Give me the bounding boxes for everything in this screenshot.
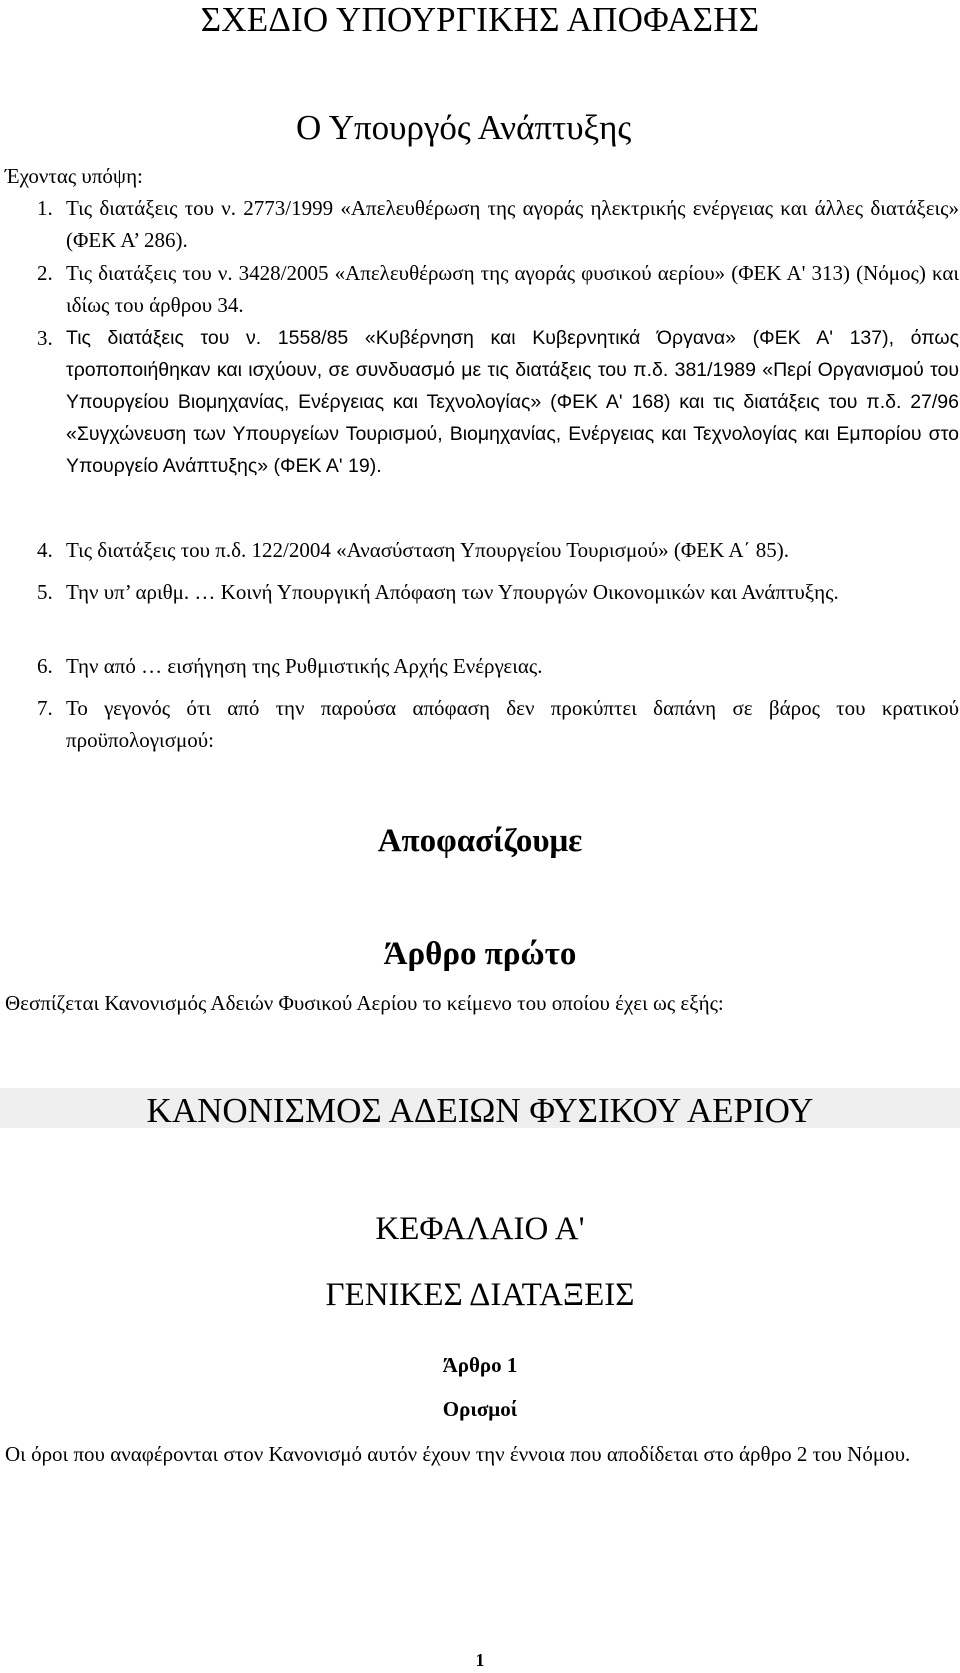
list-item-number: 5. xyxy=(37,580,53,604)
list-item xyxy=(37,576,959,608)
list-item-number: 7. xyxy=(37,696,53,720)
list-item-number: 3. xyxy=(37,326,53,350)
article-1-heading: Άρθρο 1 xyxy=(442,1353,518,1377)
list-item-number: 2. xyxy=(37,261,53,285)
list-item-text: Τις διατάξεις του ν. 3428/2005 «Απελευθέρωση της αγοράς φυσικού αερίου» (ΦΕΚ Α' 313) (Νόμος) και ιδίως του άρθρου 34. xyxy=(66,261,959,317)
list-item xyxy=(37,257,959,321)
list-item xyxy=(37,322,959,482)
enact-text: Θεσπίζεται Κανονισμός Αδειών Φυσικού Αερίου το κείμενο του οποίου έχει ως εξής: xyxy=(5,991,724,1015)
list-item-number: 1. xyxy=(37,196,53,220)
list-item xyxy=(37,534,959,566)
list-item-number: 4. xyxy=(37,538,53,562)
decide-heading: Αποφασίζουμε xyxy=(377,823,583,859)
list-item-text: Το γεγονός ότι από την παρούσα απόφαση δεν προκύπτει δαπάνη σε βάρος του κρατικού προϋπολογισμού: xyxy=(66,696,959,752)
list-item-text: Την υπ’ αριθμ. … Κοινή Υπουργική Απόφαση των Υπουργών Οικονομικών και Ανάπτυξης. xyxy=(66,580,839,604)
considering-label: Έχοντας υπόψη: xyxy=(5,164,143,188)
list-item-text: Τις διατάξεις του π.δ. 122/2004 «Ανασύσταση Υπουργείου Τουρισμού» (ΦΕΚ Α΄ 85). xyxy=(66,538,789,562)
list-item-text: Τις διατάξεις του ν. 2773/1999 «Απελευθέρωση της αγοράς ηλεκτρικής ενέργειας και άλλες διατάξεις» (ΦΕΚ Α’ 286). xyxy=(66,196,959,252)
article-first-heading: Άρθρο πρώτο xyxy=(383,936,577,972)
list-item xyxy=(37,192,959,256)
page-number: 1 xyxy=(475,1650,485,1670)
chapter-label: ΚΕΦΑΛΑΙΟ Α' xyxy=(375,1211,585,1247)
chapter-title: ΓΕΝΙΚΕΣ ΔΙΑΤΑΞΕΙΣ xyxy=(325,1277,635,1313)
list-item-text: Τις διατάξεις του ν. 1558/85 «Κυβέρνηση και Κυβερνητικά Όργανα» (ΦΕΚ Α' 137), όπως τροποποιήθηκαν και ισχύουν, σε συνδυασμό με τις διατάξεις του π.δ. 381/1989 «Περί Οργανισμού του Υπουργείου Βιομηχανίας, Ενέργειας και Τεχνολογίας» (ΦΕΚ Α' 168) και τις διατάξεις του π.δ. 27/96 «Συγχώνευση των Υπουργείων Τουρισμού, Βιομηχανίας, Ενέργειας και Τεχνολογίας και Εμπορίου στο Υπουργείο Ανάπτυξης» (ΦΕΚ Α' 19). xyxy=(66,327,959,477)
list-item xyxy=(37,692,959,756)
regulation-title: ΚΑΝΟΝΙΣΜΟΣ ΑΔΕΙΩΝ ΦΥΣΙΚΟΥ ΑΕΡΙΟΥ xyxy=(146,1091,814,1130)
definitions-heading: Ορισμοί xyxy=(442,1397,518,1421)
document-title: ΣΧΕΔΙΟ ΥΠΟΥΡΓΙΚΗΣ ΑΠΟΦΑΣΗΣ xyxy=(200,0,760,39)
list-item-number: 6. xyxy=(37,654,53,678)
definitions-text: Οι όροι που αναφέρονται στον Κανονισμό αυτόν έχουν την έννοια που αποδίδεται στο άρθρο 2 του Νόμου. xyxy=(5,1442,911,1466)
minister-heading: Ο Υπουργός Ανάπτυξης xyxy=(296,108,632,147)
list-item-text: Την από … εισήγηση της Ρυθμιστικής Αρχής Ενέργειας. xyxy=(66,654,543,678)
list-item xyxy=(37,650,959,682)
